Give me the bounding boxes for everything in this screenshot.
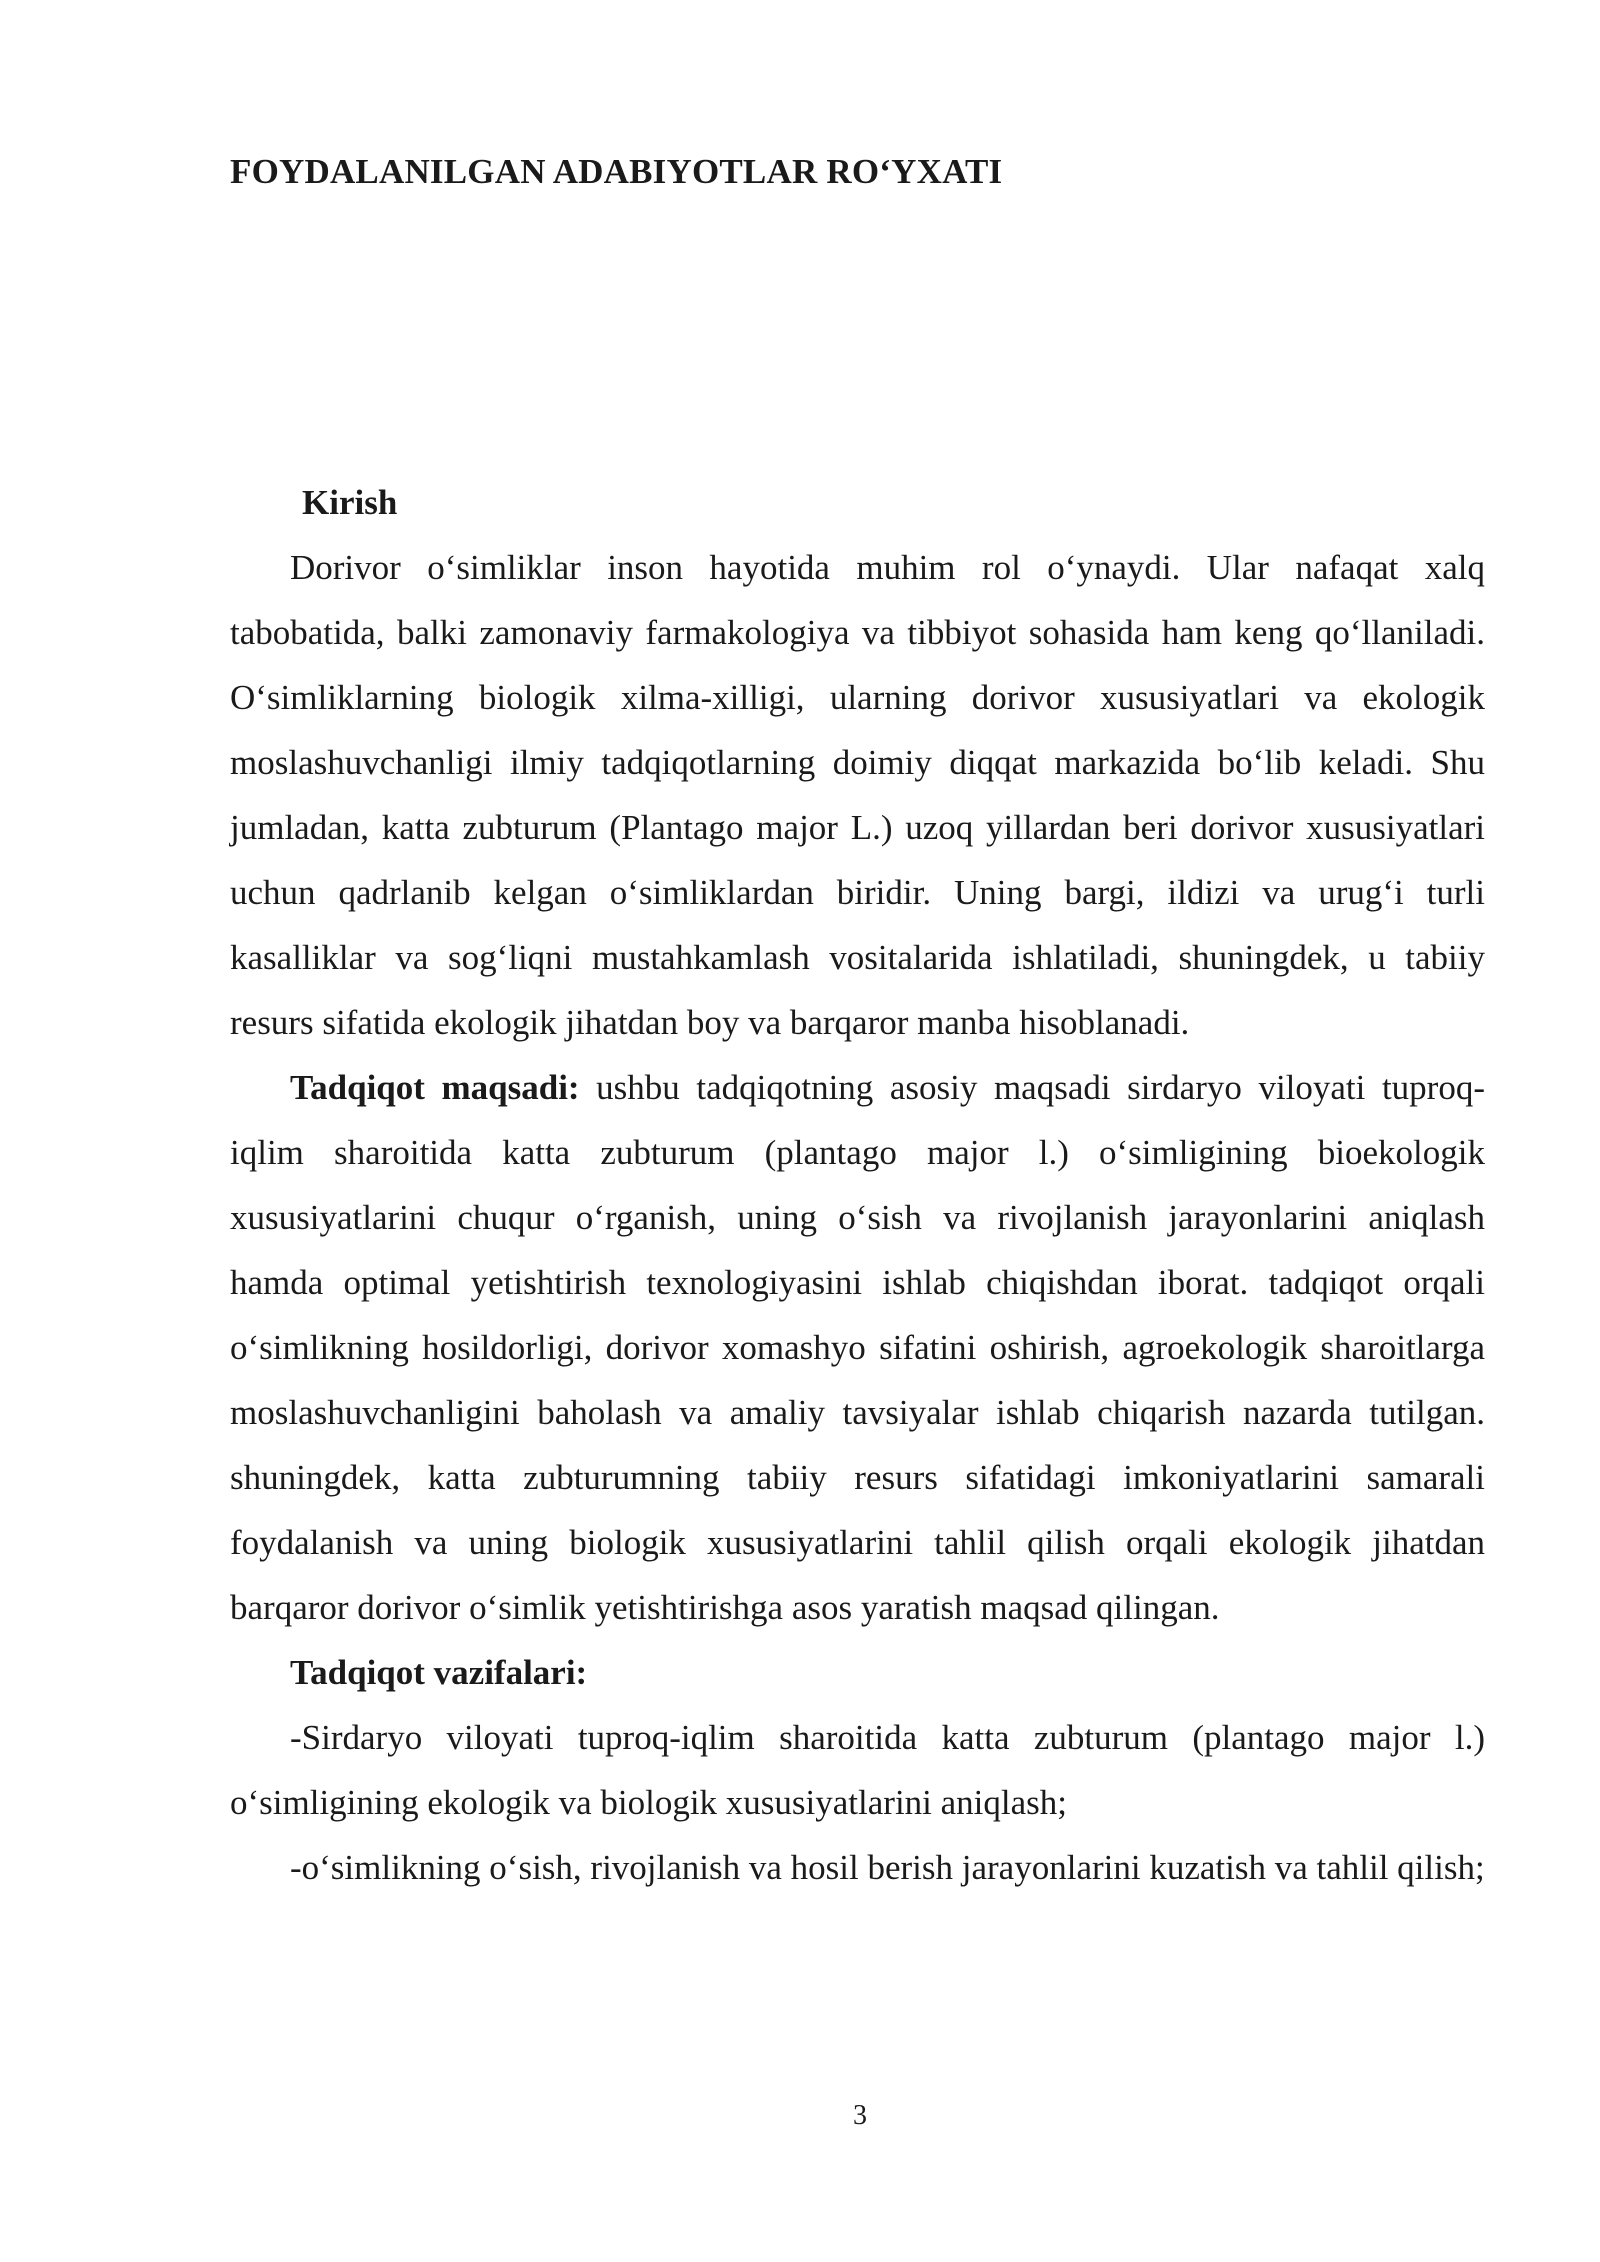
section-heading-kirish: Kirish xyxy=(302,483,398,522)
page-number: 3 xyxy=(853,2100,867,2131)
task-item: -Sirdaryo viloyati tuproq-iqlim sharoitida katta zubturum (plantago major l.) o‘simligining ekologik va biologik xususiyatlarini aniqlash; xyxy=(230,1718,1485,1822)
tasks-heading-paragraph xyxy=(230,1640,1485,1705)
intro-paragraph: Dorivor o‘simliklar inson hayotida muhim rol o‘ynaydi. Ular nafaqat xalq tabobatida, balki zamonaviy farmakologiya va tibbiyot sohasida ham keng qo‘llaniladi. O‘simliklarning biologik xilma-xilligi, ularning dorivor xususiyatlari va ekologik moslashuvchanligi ilmiy tadqiqotlarning doimiy diqqat markazida bo‘lib keladi. Shu jumladan, katta zubturum (Plantago major L.) uzoq yillardan beri dorivor xususiyatlari uchun qadrlanib kelgan o‘simliklardan biridir. Uning bargi, ildizi va urug‘i turli kasalliklar va sog‘liqni mustahkamlash vositalarida ishlatiladi, shuningdek, u tabiiy resurs sifatida ekologik jihatdan boy va barqaror manba hisoblanadi. xyxy=(230,548,1485,1042)
tasks-label: Tadqiqot vazifalari: xyxy=(290,1653,588,1692)
task-item: -o‘simlikning o‘sish, rivojlanish va hosil berish jarayonlarini kuzatish va tahlil qilish; xyxy=(290,1848,1485,1887)
goal-label: Tadqiqot maqsadi: xyxy=(290,1068,580,1107)
document-body xyxy=(230,470,1485,1900)
document-title: FOYDALANILGAN ADABIYOTLAR RO‘YXATI xyxy=(230,152,1003,191)
goal-text: ushbu tadqiqotning asosiy maqsadi sirdaryo viloyati tuproq-iqlim sharoitida katta zubturum (plantago major l.) o‘simligining bioekologik xususiyatlarini chuqur o‘rganish, uning o‘sish va rivojlanish jarayonlarini aniqlash hamda optimal yetishtirish texnologiyasini ishlab chiqishdan iborat. tadqiqot orqali o‘simlikning hosildorligi, dorivor xomashyo sifatini oshirish, agroekologik sharoitlarga moslashuvchanligini baholash va amaliy tavsiyalar ishlab chiqarish nazarda tutilgan. shuningdek, katta zubturumning tabiiy resurs sifatidagi imkoniyatlarini samarali foydalanish va uning biologik xususiyatlarini tahlil qilish orqali ekologik jihatdan barqaror dorivor o‘simlik yetishtirishga asos yaratish maqsad qilingan. xyxy=(230,1068,1485,1627)
goal-paragraph xyxy=(230,1055,1485,1640)
